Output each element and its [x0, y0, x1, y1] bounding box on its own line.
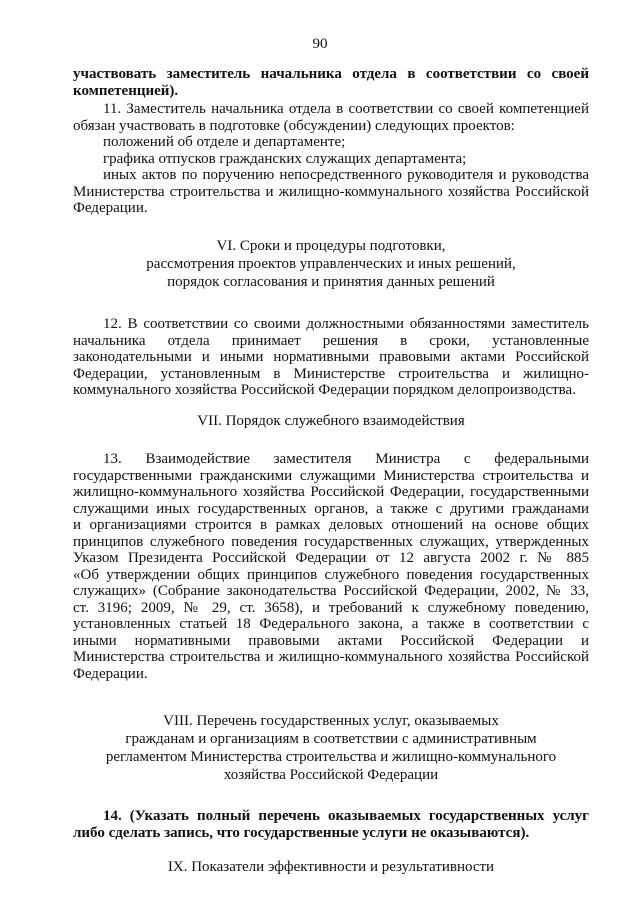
text-line: 12. В соответствии со своими должностными обязанностями заместитель	[103, 316, 589, 332]
text-line: ст. 3196; 2009, № 29, ст. 3658), и требований к служебному поведению,	[73, 599, 589, 616]
text-line: либо сделать запись, что государственные услуги не оказываются).	[73, 824, 530, 841]
text-line: законодательными и иными нормативными правовыми актами Российской	[73, 349, 589, 365]
text-line: Министерства строительства и жилищно-коммунального хозяйства Российской	[73, 649, 589, 665]
text-line: 13. Взаимодействие заместителя Министра с федеральными	[103, 451, 589, 467]
text-line: графика отпусков гражданских служащих департамента;	[103, 150, 467, 167]
heading-line: хозяйства Российской Федерации	[223, 767, 439, 783]
heading-line: VII. Порядок служебного взаимодействия	[197, 413, 465, 429]
intro-paragraph	[73, 66, 589, 99]
heading-line: VI. Сроки и процедуры подготовки,	[216, 238, 446, 254]
text-line: 14. (Указать полный перечень оказываемых государственных услуг	[103, 808, 589, 824]
section-8-heading	[73, 712, 589, 784]
text-line: жилищно-коммунального хозяйства Российской Федерации, государственными	[73, 484, 589, 500]
paragraph-14	[73, 808, 589, 841]
text-line: коммунального хозяйства Российской Федерации порядком делопроизводства.	[73, 382, 576, 398]
heading-line: регламентом Министерства строительства и жилищно-коммунального	[105, 749, 557, 765]
heading-line: рассмотрения проектов управленческих и иных решений,	[146, 256, 516, 272]
text-line: Федерации.	[73, 665, 148, 682]
heading-line: гражданам и организациям в соответствии с административным	[125, 731, 537, 747]
paragraph-13	[73, 451, 589, 682]
text-line: государственными гражданскими служащими Министерства строительства и	[73, 467, 589, 484]
paragraph-12	[73, 316, 589, 399]
heading-line: порядок согласования и принятия данных решений	[167, 274, 495, 290]
text-line: компетенцией).	[73, 82, 179, 99]
text-line: «Об утверждении общих принципов служебного поведения государственных	[73, 566, 589, 583]
text-line: установленных статьей 18 Федерального закона, а также в соответствии с	[73, 616, 589, 632]
section-6-heading	[73, 237, 589, 291]
heading-line: IX. Показатели эффективности и результативности	[167, 859, 495, 875]
text-line: положений об отделе и департаменте;	[103, 134, 346, 150]
text-line: иных актов по поручению непосредственного руководителя и руководства	[103, 167, 589, 183]
text-line: 11. Заместитель начальника отдела в соответствии со своей компетенцией	[103, 101, 589, 117]
text-line: иными нормативными правовыми актами Российской Федерации и	[73, 632, 589, 649]
text-line: служащими иных государственных органов, а также с другими гражданами	[73, 500, 589, 517]
section-9-heading	[73, 858, 589, 876]
section-7-heading	[73, 412, 589, 430]
text-line: Федерации, установленным в Министерстве строительства и жилищно-	[73, 365, 589, 382]
text-line: участвовать заместитель начальника отдела в соответствии со своей	[73, 66, 589, 82]
text-line: и организациями строится в рамках деловых отношений на основе общих	[73, 517, 589, 533]
text-line: Указом Президента Российской Федерации от 12 августа 2002 г. № 885	[73, 550, 589, 566]
text-line: Федерации.	[73, 200, 148, 216]
text-line: принципов служебного поведения государственных служащих, утвержденных	[73, 533, 589, 550]
text-line: начальника отдела принимает решения в сроки, установленные	[73, 332, 589, 349]
text-line: служащих» (Собрание законодательства Российской Федерации, 2002, № 33,	[73, 583, 589, 599]
text-line: обязан участвовать в подготовке (обсуждении) следующих проектов:	[73, 117, 515, 134]
paragraph-11	[73, 101, 589, 217]
heading-line: VIII. Перечень государственных услуг, оказываемых	[163, 713, 499, 729]
page-number: 90	[312, 36, 328, 52]
text-line: Министерства строительства и жилищно-коммунального хозяйства Российской	[73, 183, 589, 200]
